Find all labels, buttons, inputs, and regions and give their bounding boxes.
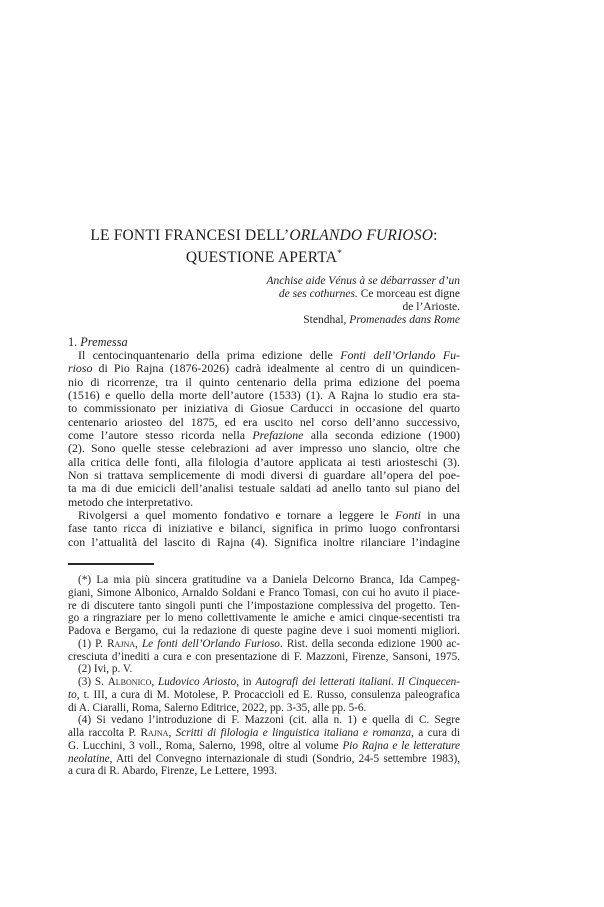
epigraph	[68, 275, 460, 327]
footnote-separator	[68, 563, 154, 565]
text-segment: Stendhal,	[303, 314, 350, 327]
text-segment: to	[68, 688, 77, 701]
text-line	[68, 689, 460, 702]
text-line	[68, 496, 460, 509]
text-segment: cresciuta d’inediti a cura e con presentazione di F. Mazzoni, Firenze, Sansoni, 1975.	[68, 650, 460, 663]
text-segment: di Pio Rajna (1876-2026) cadrà idealmente al centro di un quindicen-	[92, 361, 460, 376]
text-segment: Non si trattava semplicemente di modi diversi di guardare all’opera del poe-	[68, 468, 460, 483]
text-segment: :	[433, 227, 438, 244]
text-line	[68, 416, 460, 429]
article-title	[68, 225, 460, 268]
text-segment: Pio Rajna e le letterature	[342, 739, 461, 752]
text-segment: alla seconda edizione (1900)	[303, 428, 460, 443]
text-line	[68, 574, 460, 587]
text-segment: di A. Ciaralli, Roma, Salerno Editrice, 2022, pp. 3-35, alle pp. 5-6.	[68, 701, 367, 714]
text-line	[68, 765, 460, 778]
text-segment: fase tanto ricca di iniziative e bilanci, significa in primo luogo confrontarsi	[68, 521, 460, 536]
text-segment: Autografi dei letterati italiani. Il Cinquecen-	[255, 676, 460, 688]
text-line	[68, 638, 460, 651]
text-segment: Fonti	[395, 508, 421, 523]
text-segment: Le fonti dell’Orlando Furioso	[141, 637, 280, 650]
text-line	[68, 349, 460, 362]
text-segment: de ses cothurnes.	[278, 288, 358, 301]
text-segment: metodo che interpretativo.	[68, 494, 194, 509]
text-segment: LE FONTI FRANCESI DELL’	[90, 227, 290, 244]
text-line	[68, 753, 460, 766]
text-segment: . Rist. della seconda edizione 1900 ac-	[279, 637, 461, 650]
text-line	[68, 288, 460, 301]
text-segment: alla raccolta P.	[68, 727, 141, 739]
footnotes	[68, 574, 460, 778]
text-line	[68, 509, 460, 522]
text-line	[68, 482, 460, 495]
text-line	[68, 389, 460, 402]
text-segment: , a cura di	[411, 727, 461, 739]
text-segment: ta ma di due emicicli dell’analisi testuale saldati ad anello tanto sul piano del	[68, 481, 460, 496]
text-segment: a cura di R. Abardo, Firenze, Le Lettere, 1993.	[68, 765, 278, 778]
text-segment: Premessa	[80, 335, 128, 349]
text-line	[68, 301, 460, 314]
text-segment: Promenades dans Rome	[349, 314, 460, 327]
text-line	[68, 522, 460, 535]
text-segment: (2) Ivi, p. V.	[78, 663, 133, 676]
text-segment: de l’Arioste.	[402, 301, 460, 314]
text-segment: to commissionato per iniziativa di Giosue Carducci in occasione del quarto	[68, 401, 460, 416]
text-segment: go a ringraziare per lo meno collettivamente le amiche e amici cinque-secentisti tra	[68, 612, 460, 625]
text-segment: Rajna	[107, 637, 136, 650]
text-line	[68, 612, 460, 625]
text-line	[68, 663, 460, 676]
text-line	[68, 314, 460, 327]
text-segment: ORLANDO FURIOSO	[289, 227, 434, 244]
text-segment: ,	[151, 676, 158, 688]
text-line	[68, 587, 460, 600]
text-line	[68, 625, 460, 638]
text-segment: ,	[135, 637, 142, 650]
text-line	[68, 469, 460, 482]
text-line	[68, 600, 460, 613]
text-line	[68, 275, 460, 288]
text-segment: in una	[420, 508, 460, 523]
text-line	[68, 536, 460, 549]
text-segment: Fonti dell’Orlando Fu-	[340, 348, 460, 362]
text-line	[68, 740, 460, 753]
text-segment: *	[337, 247, 343, 259]
text-segment: Anchise aide Vénus à se débarrasser d’un	[266, 275, 460, 287]
text-line	[68, 225, 460, 247]
text-line	[68, 702, 460, 715]
text-segment: nio di ricorrenze, tra il quinto centenario della prima edizione del poema	[68, 374, 460, 389]
text-segment: Ce morceau est digne	[357, 288, 460, 301]
text-line	[68, 247, 460, 269]
text-segment: (4) Si vedano l’introduzione di F. Mazzoni (cit. alla n. 1) e quella di C. Segre	[78, 714, 460, 727]
text-segment: Scritti di filologia e linguistica italiana e romanza	[175, 727, 412, 739]
text-segment: come l’autore stesso ricorda nella	[68, 428, 253, 443]
text-segment: Rivolgersi a quel momento fondativo e tornare a leggere le	[78, 508, 396, 523]
text-segment: G. Lucchini, 3 voll., Roma, Salerno, 1998, oltre al volume	[68, 739, 343, 752]
text-segment: (3) S.	[78, 676, 108, 688]
text-segment: Padova e Bergamo, cui la redazione di queste pagine deve i suoi momenti migliori.	[68, 625, 460, 637]
text-line	[68, 727, 460, 740]
text-line	[68, 429, 460, 442]
text-segment: con l’attualità del lascito di Rajna (4). Significa inoltre rilanciare l’indagine	[68, 534, 460, 549]
text-segment: neolatine	[68, 752, 110, 765]
text-segment: QUESTIONE APERTA	[185, 248, 338, 266]
text-segment: 1.	[68, 335, 81, 349]
text-line	[68, 714, 460, 727]
text-segment: Prefazione	[252, 428, 304, 443]
text-segment: Ludovico Ariosto	[157, 676, 237, 688]
article-body	[68, 349, 460, 549]
text-segment: Rajna	[140, 727, 169, 739]
text-segment: centenario ariosteo del 1875, ed era uscito nel corso dell’anno successivo,	[68, 414, 460, 429]
text-line	[68, 676, 460, 689]
text-segment: , t. III, a cura di M. Motolese, P. Procaccioli ed E. Russo, consulenza paleografica	[76, 688, 460, 701]
text-segment: , in	[236, 676, 256, 688]
text-line	[68, 442, 460, 455]
text-line	[68, 456, 460, 469]
text-line	[68, 651, 460, 664]
text-segment: (1516) e quello della morte dell’autore (1533) (1). A Rajna lo studio era sta-	[68, 388, 460, 403]
text-segment: (1) P.	[78, 637, 108, 650]
text-segment: rioso	[68, 361, 93, 376]
text-segment: giani, Simone Albonico, Arnaldo Soldani e Franco Tomasi, con cui ho avuto il piace-	[68, 586, 460, 599]
text-segment: (*) La mia più sincera gratitudine va a Daniela Delcorno Branca, Ida Campeg-	[78, 574, 460, 586]
text-line	[68, 362, 460, 375]
text-line	[68, 376, 460, 389]
text-segment: (2). Sono quelle stesse celebrazioni ad aver impresso uno slancio, oltre che	[68, 441, 460, 456]
text-segment: ,	[168, 727, 176, 739]
text-segment: Il centocinquantenario della prima edizione delle	[78, 348, 341, 362]
text-segment: alla critica delle fonti, alla filologia d’autore applicata ai testi ariosteschi (3).	[68, 454, 460, 469]
text-segment: , Atti del Convegno internazionale di studi (Sondrio, 24-5 settembre 1983),	[109, 752, 460, 765]
text-segment: re di discutere tanto singoli punti che l’impostazione complessiva del progetto. Ten-	[68, 599, 460, 612]
text-segment: Albonico	[107, 676, 152, 688]
text-line	[68, 402, 460, 415]
